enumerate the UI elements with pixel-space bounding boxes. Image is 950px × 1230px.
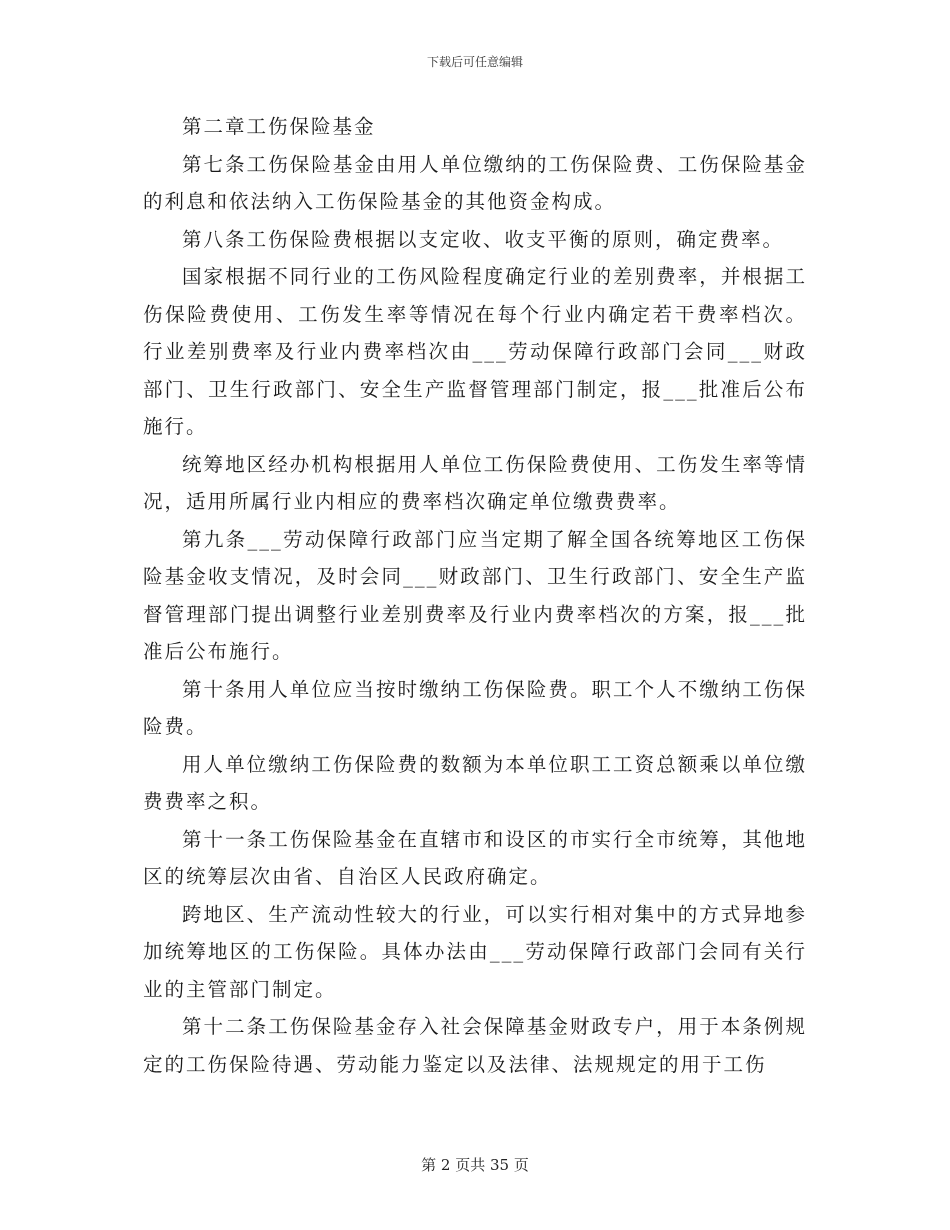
paragraph-article-11: 第十一条工伤保险基金在直辖市和设区的市实行全市统筹，其他地区的统筹层次由省、自治区人民政府确定。: [143, 827, 807, 888]
page-number: 第 2 页共 35 页: [421, 1156, 529, 1174]
paragraph-rate-application: 统筹地区经办机构根据用人单位工伤保险费使用、工伤发生率等情况，适用所属行业内相应的费率档次确定单位缴费费率。: [143, 452, 807, 513]
paragraph-article-8: 第八条工伤保险费根据以支定收、收支平衡的原则，确定费率。: [182, 227, 785, 251]
chapter-heading: 第二章工伤保险基金: [182, 115, 376, 138]
page-header-note: 下载后可任意编辑: [426, 55, 523, 69]
paragraph-cross-region: 跨地区、生产流动性较大的行业，可以实行相对集中的方式异地参加统筹地区的工伤保险。具体办法由___劳动保障行政部门会同有关行业的主管部门制定。: [143, 902, 807, 1001]
document-body: [143, 108, 807, 1083]
paragraph-rate-setting: 国家根据不同行业的工伤风险程度确定行业的差别费率，并根据工伤保险费使用、工伤发生率等情况在每个行业内确定若干费率档次。行业差别费率及行业内费率档次由___劳动保障行政部门会同___财政部门、卫生行政部门、安全生产监督管理部门制定，报___批准后公布施行。: [143, 265, 807, 438]
paragraph-contribution-amount: 用人单位缴纳工伤保险费的数额为本单位职工工资总额乘以单位缴费费率之积。: [143, 752, 807, 813]
paragraph-article-10: 第十条用人单位应当按时缴纳工伤保险费。职工个人不缴纳工伤保险费。: [143, 677, 807, 738]
paragraph-article-7: 第七条工伤保险基金由用人单位缴纳的工伤保险费、工伤保险基金的利息和依法纳入工伤保险基金的其他资金构成。: [143, 152, 807, 213]
paragraph-article-12: 第十二条工伤保险基金存入社会保障基金财政专户，用于本条例规定的工伤保险待遇、劳动能力鉴定以及法律、法规规定的用于工伤: [143, 1015, 807, 1076]
paragraph-article-9: 第九条___劳动保障行政部门应当定期了解全国各统筹地区工伤保险基金收支情况，及时会同___财政部门、卫生行政部门、安全生产监督管理部门提出调整行业差别费率及行业内费率档次的方案，报___批准后公布施行。: [143, 527, 807, 663]
